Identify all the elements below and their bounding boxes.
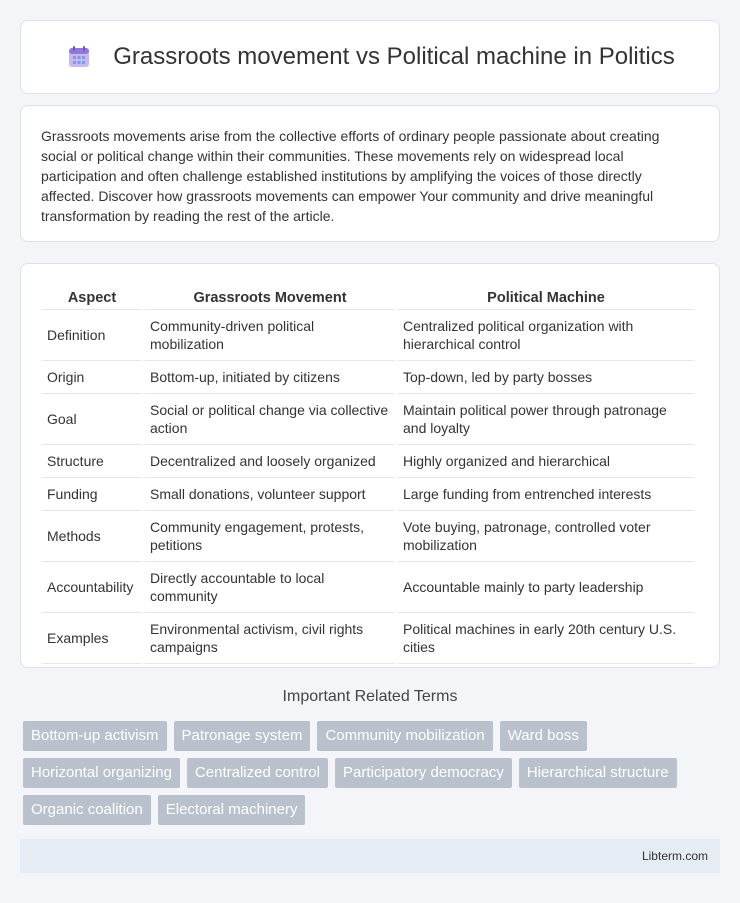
term-tag[interactable]: Community mobilization — [317, 721, 492, 751]
cell-political-machine: Political machines in early 20th century U.S. cities — [398, 613, 694, 664]
cell-aspect: Funding — [42, 478, 142, 511]
cell-grassroots: Social or political change via collective action — [145, 394, 395, 445]
comparison-table — [39, 284, 697, 664]
term-tag[interactable]: Ward boss — [500, 721, 587, 751]
table-row — [42, 562, 694, 613]
cell-grassroots: Community-driven political mobilization — [145, 310, 395, 361]
cell-grassroots: Bottom-up, initiated by citizens — [145, 361, 395, 394]
cell-political-machine: Large funding from entrenched interests — [398, 478, 694, 511]
table-row — [42, 361, 694, 394]
page-title: Grassroots movement vs Political machine in Politics — [113, 43, 675, 70]
term-tag[interactable]: Patronage system — [174, 721, 311, 751]
cell-aspect: Examples — [42, 613, 142, 664]
calendar-grid-icon — [65, 43, 93, 71]
table-row — [42, 310, 694, 361]
cell-grassroots: Small donations, volunteer support — [145, 478, 395, 511]
table-header-row — [42, 284, 694, 310]
cell-aspect: Methods — [42, 511, 142, 562]
table-row — [42, 613, 694, 664]
footer — [20, 839, 720, 873]
term-tag[interactable]: Hierarchical structure — [519, 758, 677, 788]
related-terms-list — [23, 721, 723, 832]
term-tag[interactable]: Centralized control — [187, 758, 328, 788]
cell-grassroots: Environmental activism, civil rights campaigns — [145, 613, 395, 664]
cell-political-machine: Maintain political power through patronage and loyalty — [398, 394, 694, 445]
term-tag[interactable]: Bottom-up activism — [23, 721, 167, 751]
term-tag[interactable]: Organic coalition — [23, 795, 151, 825]
header-political-machine: Political Machine — [398, 284, 694, 310]
cell-aspect: Definition — [42, 310, 142, 361]
cell-aspect: Structure — [42, 445, 142, 478]
intro-paragraph: Grassroots movements arise from the collective efforts of ordinary people passionate about creating social or political change within their communities. These movements rely on widespread local participation and often challenge established institutions by amplifying the voices of those directly affected. Discover how grassroots movements can empower Your community and drive meaningful transformation by reading the rest of the article. — [41, 128, 660, 224]
table-row — [42, 445, 694, 478]
header-aspect: Aspect — [42, 284, 142, 310]
term-tag[interactable]: Horizontal organizing — [23, 758, 180, 788]
cell-grassroots: Decentralized and loosely organized — [145, 445, 395, 478]
comparison-card — [20, 263, 720, 668]
related-terms-title: Important Related Terms — [282, 688, 458, 705]
cell-political-machine: Vote buying, patronage, controlled voter mobilization — [398, 511, 694, 562]
cell-political-machine: Accountable mainly to party leadership — [398, 562, 694, 613]
intro-card — [20, 105, 720, 242]
term-tag[interactable]: Participatory democracy — [335, 758, 512, 788]
footer-site-link[interactable]: Libterm.com — [641, 849, 708, 863]
header-card — [20, 20, 720, 94]
cell-aspect: Origin — [42, 361, 142, 394]
cell-political-machine: Centralized political organization with hierarchical control — [398, 310, 694, 361]
header-grassroots: Grassroots Movement — [145, 284, 395, 310]
table-row — [42, 511, 694, 562]
cell-political-machine: Top-down, led by party bosses — [398, 361, 694, 394]
table-row — [42, 478, 694, 511]
cell-grassroots: Community engagement, protests, petitions — [145, 511, 395, 562]
cell-aspect: Accountability — [42, 562, 142, 613]
cell-grassroots: Directly accountable to local community — [145, 562, 395, 613]
term-tag[interactable]: Electoral machinery — [158, 795, 306, 825]
cell-aspect: Goal — [42, 394, 142, 445]
cell-political-machine: Highly organized and hierarchical — [398, 445, 694, 478]
table-row — [42, 394, 694, 445]
